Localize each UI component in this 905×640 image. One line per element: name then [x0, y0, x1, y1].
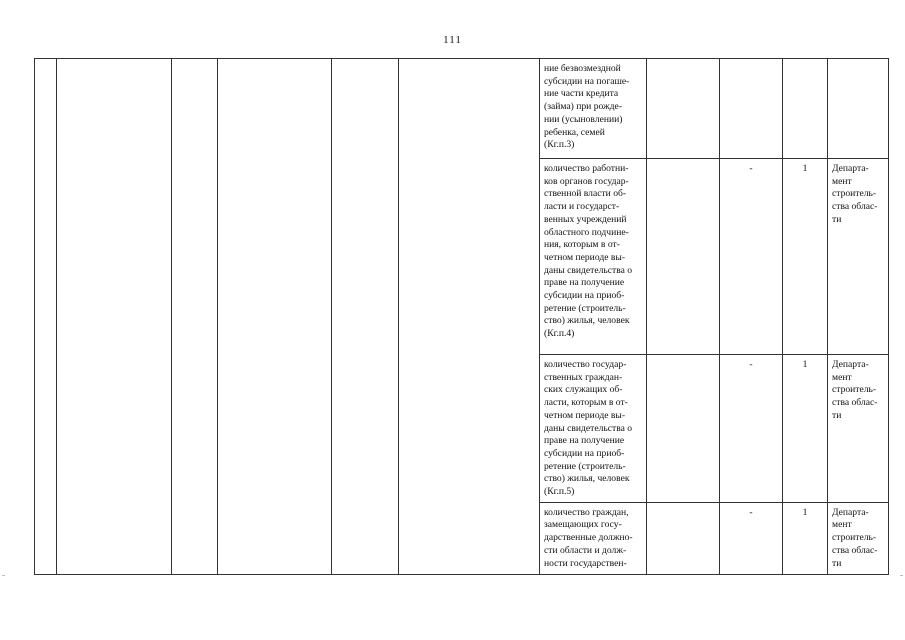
indicator-description: ние безвозмездной субсидии на погаше- ние части кредита (займа) при рожде- нии (усыновлении) ребенка, семей (Кг.п.3)	[540, 59, 647, 159]
indicator-description: количество государ- ственных граждан- ских служащих об- ласти, которым в от- четном периоде вы- даны свидетельства о праве на получение субсидии на приоб- ретение (строитель- ство) жилья, человек (Кг.п.5)	[540, 355, 647, 503]
indicator-value-c: 1	[783, 502, 828, 574]
indicator-description: количество работни- ков органов государ- ственной власти об- ласти и государст- венных учреждений областного подчине- ния, которым в от- четном периоде вы- даны свидетельства о праве на получение субсидии на приоб- ретение (строитель- ство) жилья, человек (Кг.п.4)	[540, 159, 647, 355]
responsible-department: Департа- мент строитель- ства облас- ти	[828, 502, 889, 574]
indicator-value-a	[647, 502, 720, 574]
indicators-table	[34, 58, 889, 575]
indicator-value-c: 1	[783, 355, 828, 503]
indicator-value-c: 1	[783, 159, 828, 355]
indicator-value-a	[647, 355, 720, 503]
empty-cell-col3	[172, 59, 218, 575]
indicator-value-a	[647, 59, 720, 159]
indicator-value-a	[647, 159, 720, 355]
table-row	[35, 59, 889, 159]
indicator-description: количество граждан, замещающих госу- дарственные должно- сти области и долж- ности государствен-	[540, 502, 647, 574]
responsible-department: Департа- мент строитель- ства облас- ти	[828, 159, 889, 355]
empty-cell-col4	[218, 59, 332, 575]
indicator-value-b: -	[720, 355, 783, 503]
empty-cell-col6	[399, 59, 540, 575]
empty-cell-col5	[332, 59, 399, 575]
responsible-department: Департа- мент строитель- ства облас- ти	[828, 355, 889, 503]
page-number: 111	[443, 34, 462, 46]
scan-edge-mark-right	[900, 575, 903, 576]
empty-cell-col1	[35, 59, 57, 575]
scan-edge-mark-left	[2, 575, 5, 576]
indicator-value-b: -	[720, 502, 783, 574]
indicator-value-c	[783, 59, 828, 159]
responsible-department	[828, 59, 889, 159]
empty-cell-col2	[57, 59, 172, 575]
indicator-value-b	[720, 59, 783, 159]
indicator-value-b: -	[720, 159, 783, 355]
